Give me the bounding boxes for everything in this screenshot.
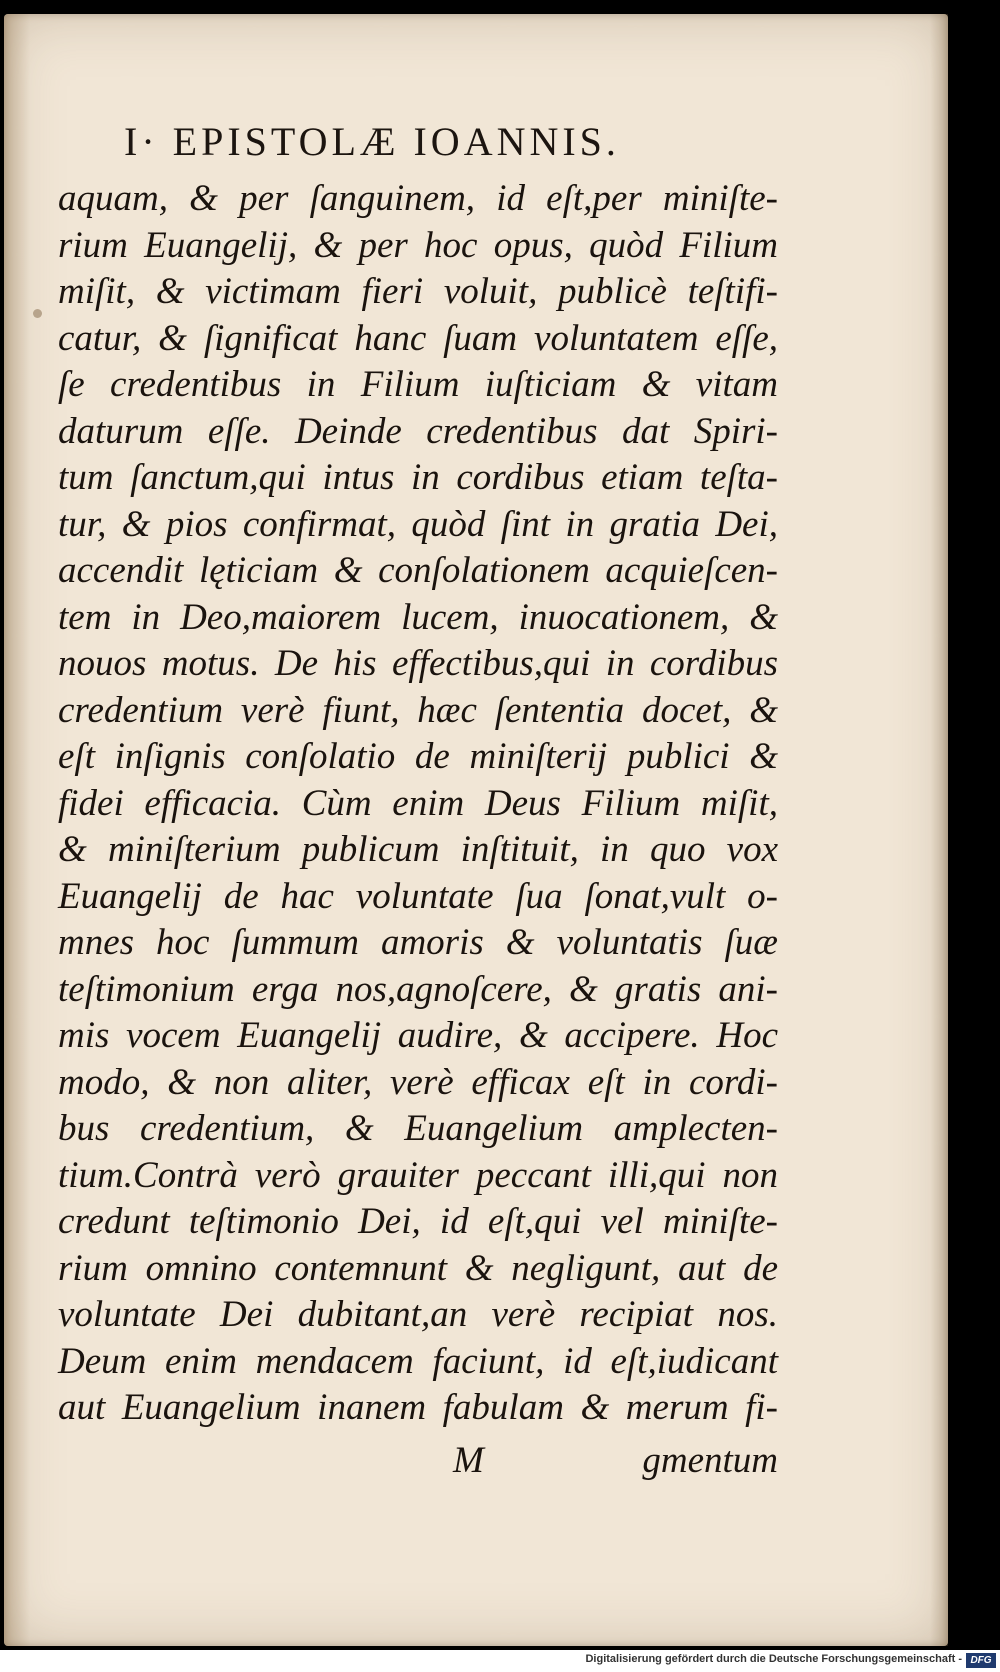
running-head: I· EPISTOLÆ IOANNIS.: [124, 119, 620, 164]
text-line: mnes hoc ſummum amoris & voluntatis ſuæ: [58, 922, 778, 963]
text-line: miſit, & victimam fieri voluit, publicè teſtifi-: [58, 271, 778, 312]
text-line: voluntate Dei dubitant,an verè recipiat nos.: [58, 1294, 778, 1335]
text-line: bus credentium, & Euangelium amplecten-: [58, 1108, 778, 1149]
text-line: catur, & ſignificat hanc ſuam voluntatem eſſe,: [58, 317, 778, 359]
text-line: aut Euangelium inanem fabulam & merum fi-: [58, 1387, 778, 1428]
digitization-footer: [0, 1650, 1000, 1672]
catchword: gmentum: [642, 1440, 778, 1481]
text-line: & miniſterium publicum inſtituit, in quo vox: [58, 829, 778, 870]
signature-mark: M: [453, 1440, 484, 1481]
text-line: tur, & pios confirmat, quòd ſint in gratia Dei,: [58, 503, 778, 545]
text-line: rium Euangelij, & per hoc opus, quòd Filium: [58, 224, 778, 266]
footer-credit: Digitalisierung gefördert durch die Deutsche Forschungsgemeinschaft -: [585, 1653, 962, 1665]
text-line: accendit lęticiam & conſolationem acquieſcen-: [58, 550, 778, 591]
dfg-logo-icon: DFG: [966, 1653, 996, 1668]
page-gutter-shadow: [4, 14, 30, 1646]
text-line: tum ſanctum,qui intus in cordibus etiam teſta-: [58, 457, 778, 498]
text-line: aquam, & per ſanguinem, id eſt,per miniſte-: [58, 178, 778, 219]
text-line: modo, & non aliter, verè efficax eſt in cordi-: [58, 1061, 778, 1103]
text-line: credunt teſtimonio Dei, id eſt,qui vel miniſte-: [58, 1201, 778, 1242]
text-line: teſtimonium erga nos,agnoſcere, & gratis ani-: [58, 968, 778, 1010]
text-line: Deum enim mendacem faciunt, id eſt,iudicant: [58, 1340, 778, 1382]
margin-mark: [33, 309, 42, 318]
text-line: rium omnino contemnunt & negligunt, aut de: [58, 1247, 778, 1289]
body-text: [58, 176, 778, 1432]
text-line: Euangelij de hac voluntate ſua ſonat,vult o-: [58, 875, 778, 917]
text-line: tem in Deo,maiorem lucem, inuocationem, &: [58, 596, 778, 638]
text-line: mis vocem Euangelij audire, & accipere. Hoc: [58, 1015, 778, 1056]
text-line: daturum eſſe. Deinde credentibus dat Spiri-: [58, 410, 778, 452]
page-edge-shadow: [930, 14, 948, 1646]
page-foot-line: [58, 1439, 778, 1485]
text-line: tium.Contrà verò grauiter peccant illi,qui non: [58, 1154, 778, 1196]
text-line: nouos motus. De his effectibus,qui in cordibus: [58, 643, 778, 684]
text-line: credentium verè fiunt, hæc ſententia docet, &: [58, 689, 778, 731]
text-line: fidei efficacia. Cùm enim Deus Filium miſit,: [58, 782, 778, 824]
text-line: ſe credentibus in Filium iuſticiam & vitam: [58, 364, 778, 405]
text-line: eſt inſignis conſolatio de miniſterij publici &: [58, 736, 778, 777]
